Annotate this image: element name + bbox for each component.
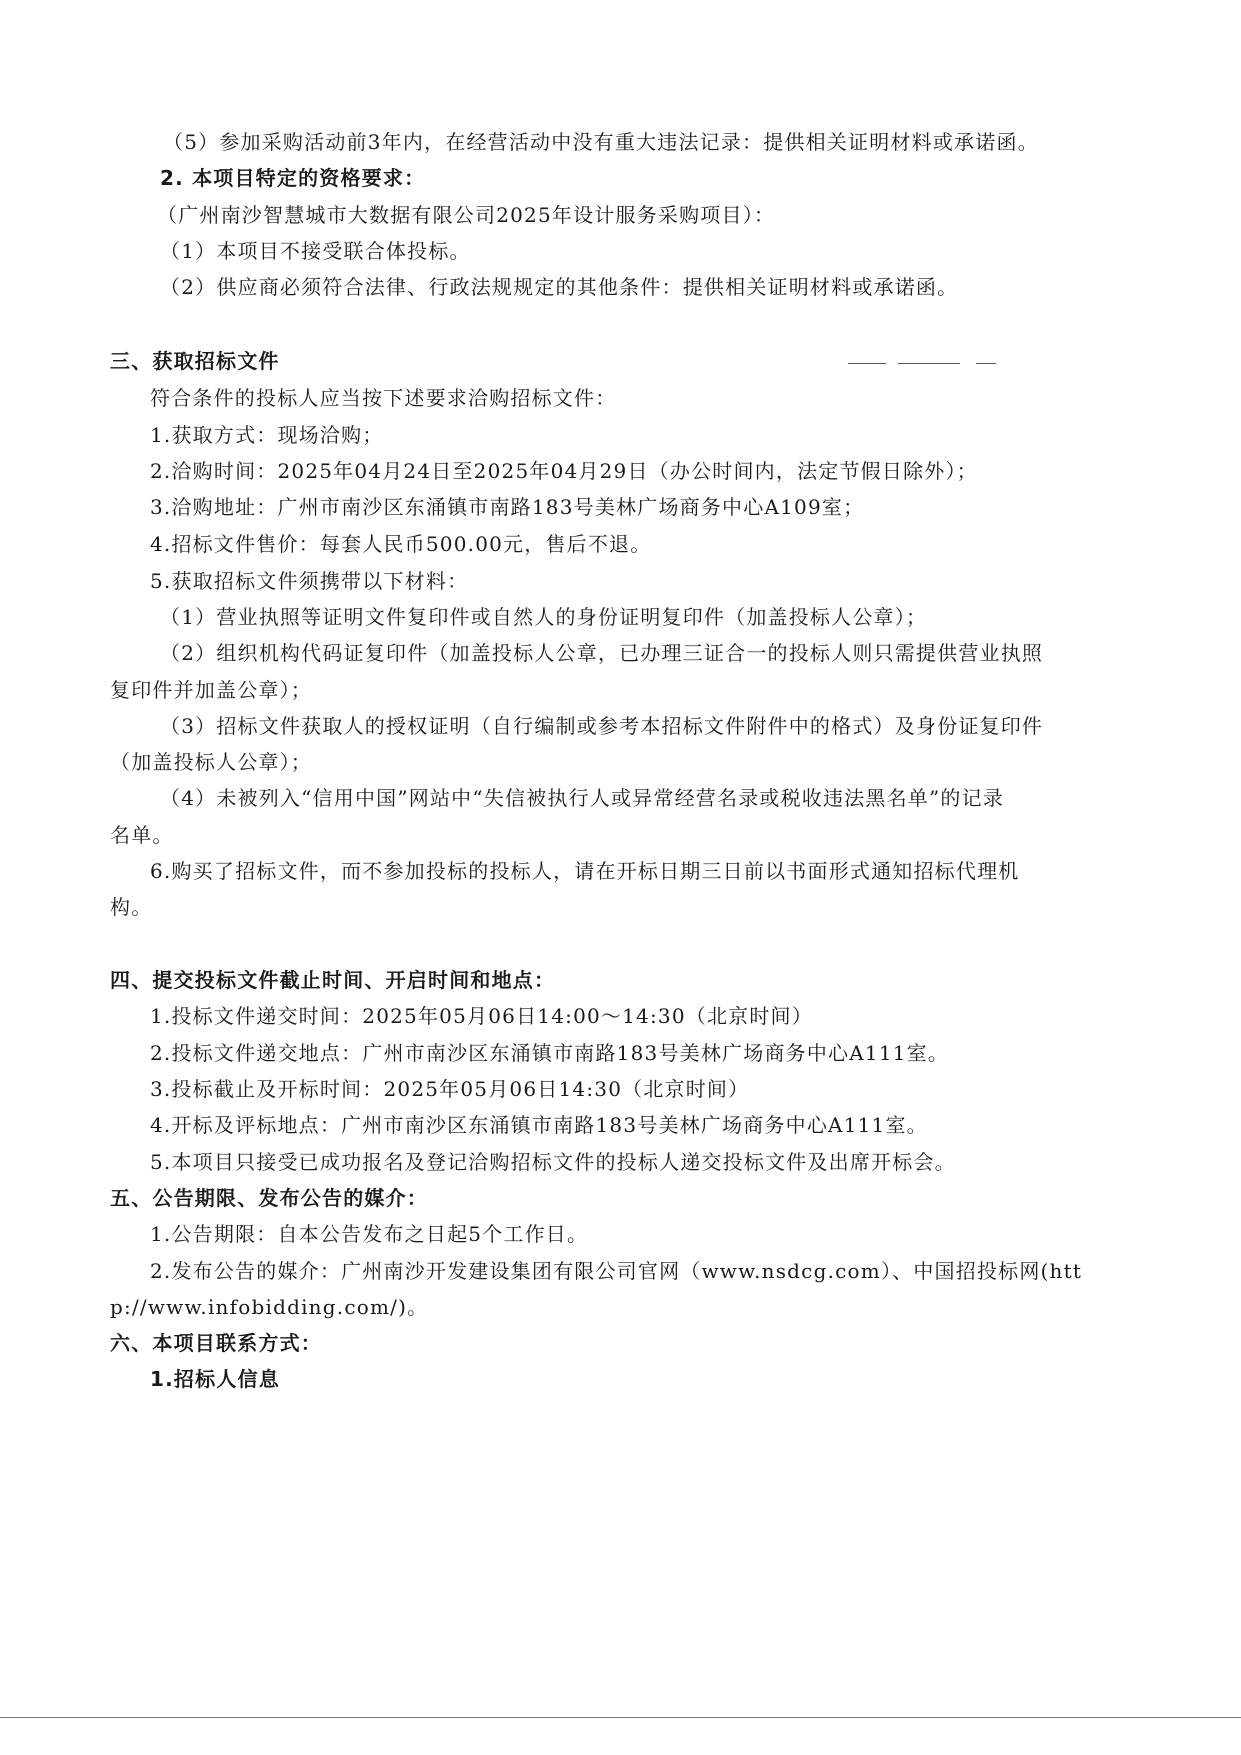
document-price: 4.招标文件售价：每套人民币500.00元，售后不退。 (150, 532, 652, 556)
submit-time: 1.投标文件递交时间：2025年05月06日14:00～14:30（北京时间） (150, 1004, 813, 1028)
section-3-intro: 符合条件的投标人应当按下述要求洽购招标文件： (150, 386, 617, 410)
material-item-3-cont: （加盖投标人公章）； (110, 750, 312, 774)
required-materials-heading: 5.获取招标文件须携带以下材料： (150, 569, 469, 593)
material-item-1: （1）营业执照等证明文件复印件或自然人的身份证明复印件（加盖投标人公章）； (160, 605, 928, 629)
scan-mark (976, 363, 996, 364)
submit-location: 2.投标文件递交地点：广州市南沙区东涌镇市南路183号美林广场商务中心A111室。 (150, 1041, 950, 1065)
tenderer-info-heading: 1.招标人信息 (150, 1367, 280, 1391)
section-heading-5: 五、公告期限、发布公告的媒介： (110, 1186, 428, 1210)
specific-item-1: （1）本项目不接受联合体投标。 (160, 239, 471, 263)
section-heading-3: 三、获取招标文件 (110, 349, 280, 373)
acquire-method: 1.获取方式：现场洽购； (150, 423, 384, 447)
non-bidding-notice-cont: 构。 (110, 895, 153, 919)
acquire-address: 3.洽购地址：广州市南沙区东涌镇市南路183号美林广场商务中心A109室； (150, 495, 865, 519)
material-item-2-cont: 复印件并加盖公章）； (110, 678, 312, 702)
scan-bottom-edge (0, 1717, 1241, 1718)
notice-media: 2.发布公告的媒介：广州南沙开发建设集团有限公司官网（www.nsdcg.com）、中国招投标网(htt (150, 1259, 1083, 1283)
material-item-2: （2）组织机构代码证复印件（加盖投标人公章，已办理三证合一的投标人则只需提供营业执照 (160, 641, 1044, 665)
notice-period: 1.公告期限：自本公告发布之日起5个工作日。 (150, 1222, 589, 1246)
section-heading-specific-qualification: 2. 本项目特定的资格要求： (160, 166, 426, 190)
material-item-4: （4）未被列入“信用中国”网站中“失信被执行人或异常经营名录或税收违法黑名单”的记录 (160, 786, 1005, 810)
section-heading-6: 六、本项目联系方式： (110, 1331, 322, 1355)
scan-mark (848, 363, 886, 364)
deadline-opening-time: 3.投标截止及开标时间：2025年05月06日14:30（北京时间） (150, 1077, 750, 1101)
opening-location: 4.开标及评标地点：广州市南沙区东涌镇市南路183号美林广场商务中心A111室。 (150, 1113, 928, 1137)
acquire-time: 2.洽购时间：2025年04月24日至2025年04月29日（办公时间内，法定节假日除外）； (150, 459, 978, 483)
notice-media-cont: p://www.infobidding.com/)。 (110, 1295, 429, 1319)
section-heading-4: 四、提交投标文件截止时间、开启时间和地点： (110, 968, 556, 992)
material-item-3: （3）招标文件获取人的授权证明（自行编制或参考本招标文件附件中的格式）及身份证复印件 (160, 714, 1044, 738)
specific-item-2: （2）供应商必须符合法律、行政法规规定的其他条件：提供相关证明材料或承诺函。 (160, 275, 959, 299)
project-name-note: （广州南沙智慧城市大数据有限公司2025年设计服务采购项目）： (157, 203, 776, 227)
non-bidding-notice: 6.购买了招标文件，而不参加投标的投标人，请在开标日期三日前以书面形式通知招标代理机 (150, 859, 1020, 883)
material-item-4-cont: 名单。 (110, 823, 174, 847)
qualification-item-5: （5）参加采购活动前3年内，在经营活动中没有重大违法记录：提供相关证明材料或承诺函。 (163, 130, 1039, 154)
scan-mark (898, 363, 960, 364)
eligibility-note: 5.本项目只接受已成功报名及登记洽购招标文件的投标人递交投标文件及出席开标会。 (150, 1150, 956, 1174)
